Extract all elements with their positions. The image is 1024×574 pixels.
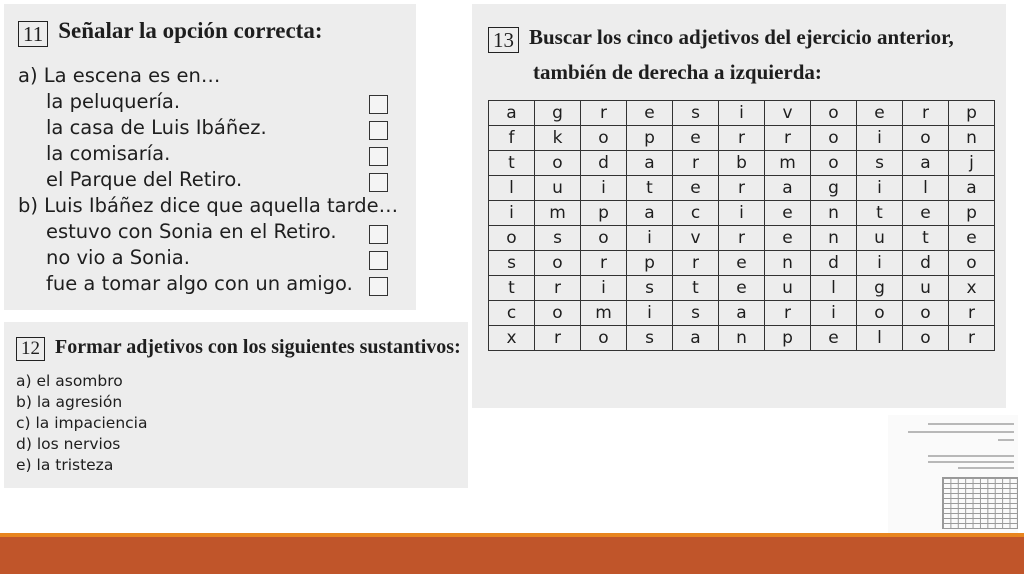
exercise-title: Señalar la opción correcta: bbox=[58, 18, 323, 43]
grid-cell[interactable]: t bbox=[857, 201, 903, 226]
grid-cell[interactable]: r bbox=[765, 301, 811, 326]
grid-cell[interactable]: i bbox=[857, 251, 903, 276]
option-a-2: la casa de Luis Ibáñez. bbox=[46, 116, 267, 139]
grid-cell[interactable]: p bbox=[581, 201, 627, 226]
grid-cell[interactable]: r bbox=[765, 126, 811, 151]
grid-cell[interactable]: n bbox=[765, 251, 811, 276]
grid-cell[interactable]: n bbox=[719, 326, 765, 351]
grid-cell[interactable]: j bbox=[949, 151, 995, 176]
grid-cell[interactable]: a bbox=[627, 201, 673, 226]
noun-item-d: d) los nervios bbox=[16, 435, 121, 453]
grid-row bbox=[489, 126, 995, 151]
grid-cell[interactable]: r bbox=[535, 326, 581, 351]
grid-cell[interactable]: r bbox=[581, 101, 627, 126]
grid-row bbox=[489, 101, 995, 126]
grid-cell[interactable]: u bbox=[535, 176, 581, 201]
grid-cell[interactable]: s bbox=[627, 326, 673, 351]
grid-cell[interactable]: a bbox=[765, 176, 811, 201]
exercise-11-panel bbox=[4, 4, 416, 310]
grid-row bbox=[489, 326, 995, 351]
exercise-number: 12 bbox=[16, 337, 45, 361]
grid-row bbox=[489, 301, 995, 326]
grid-cell[interactable]: e bbox=[719, 251, 765, 276]
grid-row bbox=[489, 201, 995, 226]
grid-cell[interactable]: e bbox=[673, 126, 719, 151]
grid-cell[interactable]: o bbox=[581, 226, 627, 251]
question-a: a) La escena es en… bbox=[18, 64, 221, 87]
grid-cell[interactable]: t bbox=[903, 226, 949, 251]
grid-cell[interactable]: a bbox=[719, 301, 765, 326]
grid-cell[interactable]: c bbox=[489, 301, 535, 326]
grid-row bbox=[489, 276, 995, 301]
grid-cell[interactable]: v bbox=[765, 101, 811, 126]
answer-checkbox[interactable] bbox=[369, 225, 388, 244]
grid-cell[interactable]: o bbox=[811, 151, 857, 176]
grid-cell[interactable]: d bbox=[903, 251, 949, 276]
grid-cell[interactable]: e bbox=[811, 326, 857, 351]
exercise-12-header bbox=[16, 336, 461, 361]
grid-cell[interactable]: o bbox=[535, 151, 581, 176]
grid-row bbox=[489, 151, 995, 176]
option-a-1: la peluquería. bbox=[46, 90, 181, 113]
grid-cell[interactable]: p bbox=[765, 326, 811, 351]
grid-cell[interactable]: e bbox=[949, 226, 995, 251]
grid-cell[interactable]: i bbox=[857, 126, 903, 151]
exercise-title-line-2: también de derecha a izquierda: bbox=[533, 60, 822, 84]
grid-cell[interactable]: o bbox=[489, 226, 535, 251]
grid-cell[interactable]: i bbox=[581, 276, 627, 301]
grid-cell[interactable]: e bbox=[857, 101, 903, 126]
grid-cell[interactable]: v bbox=[673, 226, 719, 251]
grid-cell[interactable]: n bbox=[949, 126, 995, 151]
grid-cell[interactable]: i bbox=[811, 301, 857, 326]
grid-cell[interactable]: i bbox=[719, 101, 765, 126]
grid-cell[interactable]: o bbox=[811, 101, 857, 126]
grid-cell[interactable]: o bbox=[949, 251, 995, 276]
grid-cell[interactable]: i bbox=[489, 201, 535, 226]
grid-cell[interactable]: r bbox=[719, 226, 765, 251]
grid-cell[interactable]: s bbox=[627, 276, 673, 301]
answer-checkbox[interactable] bbox=[369, 95, 388, 114]
grid-cell[interactable]: s bbox=[535, 226, 581, 251]
grid-cell[interactable]: d bbox=[811, 251, 857, 276]
grid-cell[interactable]: e bbox=[627, 101, 673, 126]
question-b: b) Luis Ibáñez dice que aquella tarde… bbox=[18, 194, 399, 217]
grid-cell[interactable]: x bbox=[489, 326, 535, 351]
option-b-1: estuvo con Sonia en el Retiro. bbox=[46, 220, 337, 243]
grid-cell[interactable]: f bbox=[489, 126, 535, 151]
grid-cell[interactable]: r bbox=[673, 251, 719, 276]
answer-checkbox[interactable] bbox=[369, 121, 388, 140]
grid-cell[interactable]: g bbox=[857, 276, 903, 301]
noun-item-e: e) la tristeza bbox=[16, 456, 114, 474]
grid-cell[interactable]: e bbox=[719, 276, 765, 301]
grid-cell[interactable]: a bbox=[627, 151, 673, 176]
grid-cell[interactable]: p bbox=[627, 126, 673, 151]
grid-cell[interactable]: m bbox=[535, 201, 581, 226]
grid-row bbox=[489, 226, 995, 251]
answer-checkbox[interactable] bbox=[369, 173, 388, 192]
grid-cell[interactable]: s bbox=[489, 251, 535, 276]
grid-cell[interactable]: t bbox=[489, 276, 535, 301]
option-a-3: la comisaría. bbox=[46, 142, 171, 165]
noun-item-c: c) la impaciencia bbox=[16, 414, 148, 432]
option-b-3: fue a tomar algo con un amigo. bbox=[46, 272, 353, 295]
grid-cell[interactable]: o bbox=[535, 251, 581, 276]
grid-cell[interactable]: l bbox=[857, 326, 903, 351]
grid-cell[interactable]: c bbox=[673, 201, 719, 226]
grid-cell[interactable]: i bbox=[581, 176, 627, 201]
grid-cell[interactable]: r bbox=[903, 101, 949, 126]
grid-cell[interactable]: r bbox=[949, 326, 995, 351]
grid-cell[interactable]: a bbox=[949, 176, 995, 201]
grid-cell[interactable]: u bbox=[765, 276, 811, 301]
exercise-title: Formar adjetivos con los siguientes sustantivos: bbox=[55, 336, 461, 358]
grid-cell[interactable]: e bbox=[765, 226, 811, 251]
grid-row bbox=[489, 251, 995, 276]
grid-cell[interactable]: r bbox=[719, 126, 765, 151]
exercise-title: Buscar los cinco adjetivos del ejercicio anterior, bbox=[529, 25, 954, 49]
grid-cell[interactable]: t bbox=[627, 176, 673, 201]
grid-cell[interactable]: e bbox=[673, 176, 719, 201]
grid-cell[interactable]: o bbox=[903, 326, 949, 351]
grid-cell[interactable]: k bbox=[535, 126, 581, 151]
grid-cell[interactable]: o bbox=[535, 301, 581, 326]
grid-cell[interactable]: g bbox=[535, 101, 581, 126]
grid-cell[interactable]: r bbox=[535, 276, 581, 301]
grid-cell[interactable]: g bbox=[811, 176, 857, 201]
grid-cell[interactable]: u bbox=[903, 276, 949, 301]
grid-cell[interactable]: o bbox=[811, 126, 857, 151]
answer-checkbox[interactable] bbox=[369, 251, 388, 270]
grid-cell[interactable]: o bbox=[903, 301, 949, 326]
exercise-13-header bbox=[488, 24, 954, 53]
grid-cell[interactable]: u bbox=[857, 226, 903, 251]
grid-cell[interactable]: l bbox=[903, 176, 949, 201]
grid-cell[interactable]: i bbox=[857, 176, 903, 201]
footer-bar bbox=[0, 537, 1024, 574]
grid-cell[interactable]: x bbox=[949, 276, 995, 301]
grid-cell[interactable]: o bbox=[903, 126, 949, 151]
grid-cell[interactable]: p bbox=[949, 201, 995, 226]
grid-cell[interactable]: n bbox=[811, 201, 857, 226]
grid-cell[interactable]: o bbox=[581, 326, 627, 351]
grid-cell[interactable]: i bbox=[627, 301, 673, 326]
grid-cell[interactable]: e bbox=[903, 201, 949, 226]
grid-row bbox=[489, 176, 995, 201]
grid-cell[interactable]: a bbox=[489, 101, 535, 126]
grid-cell[interactable]: r bbox=[581, 251, 627, 276]
grid-cell[interactable]: p bbox=[627, 251, 673, 276]
grid-cell[interactable]: r bbox=[719, 176, 765, 201]
noun-item-b: b) la agresión bbox=[16, 393, 123, 411]
grid-cell[interactable]: e bbox=[765, 201, 811, 226]
grid-cell[interactable]: a bbox=[903, 151, 949, 176]
grid-cell[interactable]: s bbox=[857, 151, 903, 176]
answer-checkbox[interactable] bbox=[369, 147, 388, 166]
grid-cell[interactable]: t bbox=[673, 276, 719, 301]
word-search-grid bbox=[488, 100, 995, 351]
grid-cell[interactable]: l bbox=[811, 276, 857, 301]
grid-cell[interactable]: m bbox=[581, 301, 627, 326]
grid-cell[interactable]: o bbox=[581, 126, 627, 151]
exercise-11-header bbox=[18, 18, 322, 47]
grid-cell[interactable]: l bbox=[489, 176, 535, 201]
noun-item-a: a) el asombro bbox=[16, 372, 123, 390]
grid-cell[interactable]: r bbox=[673, 151, 719, 176]
grid-cell[interactable]: n bbox=[811, 226, 857, 251]
grid-cell[interactable]: i bbox=[719, 201, 765, 226]
grid-cell[interactable]: o bbox=[857, 301, 903, 326]
answer-checkbox[interactable] bbox=[369, 277, 388, 296]
grid-cell[interactable]: s bbox=[673, 101, 719, 126]
option-a-4: el Parque del Retiro. bbox=[46, 168, 243, 191]
grid-cell[interactable]: i bbox=[627, 226, 673, 251]
grid-cell[interactable]: s bbox=[673, 301, 719, 326]
grid-cell[interactable]: r bbox=[949, 301, 995, 326]
slide-thumbnail bbox=[888, 415, 1018, 535]
grid-cell[interactable]: b bbox=[719, 151, 765, 176]
option-b-2: no vio a Sonia. bbox=[46, 246, 190, 269]
exercise-12-panel bbox=[4, 322, 468, 488]
grid-cell[interactable]: m bbox=[765, 151, 811, 176]
grid-cell[interactable]: p bbox=[949, 101, 995, 126]
exercise-13-panel bbox=[472, 4, 1006, 408]
grid-cell[interactable]: d bbox=[581, 151, 627, 176]
exercise-number: 11 bbox=[18, 21, 48, 47]
grid-cell[interactable]: t bbox=[489, 151, 535, 176]
exercise-number: 13 bbox=[488, 27, 519, 53]
grid-cell[interactable]: a bbox=[673, 326, 719, 351]
